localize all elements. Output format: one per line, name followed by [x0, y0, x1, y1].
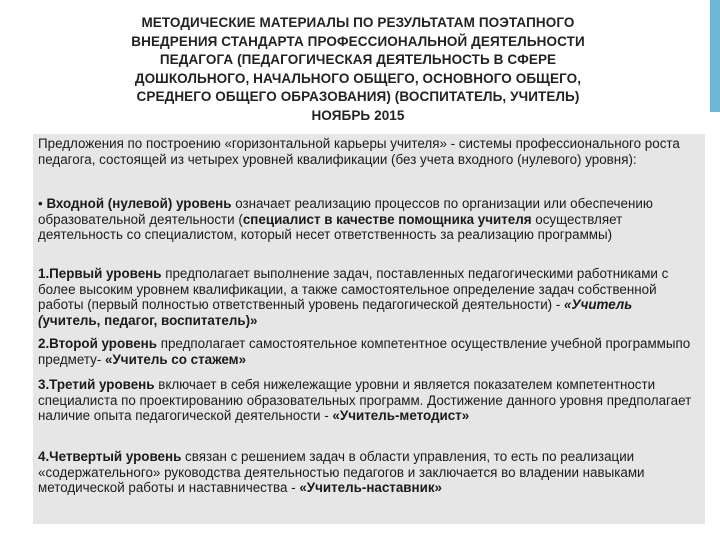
bullet: •: [38, 196, 43, 211]
level-role: «Учитель-методист»: [332, 408, 470, 423]
title-line: НОЯБРЬ 2015: [311, 107, 405, 123]
level-text: осуществляет деятельность со специалистом, который несет ответственность за реализацию программы): [38, 211, 623, 242]
level-text: предполагает выполнение задач, поставленных педагогическими работниками с более высоким уровнем квалификации, а также самостоятельное определение задач собственной работы (первый полностью ответственный уровень педагогической деятельности) -: [38, 266, 669, 312]
level-role: специалист в качестве помощника учителя: [242, 211, 532, 227]
title-line: МЕТОДИЧЕСКИЕ МАТЕРИАЛЫ ПО РЕЗУЛЬТАТАМ ПОЭТАПНОГО: [141, 15, 575, 30]
level-zero: [33, 196, 698, 243]
level-name: 1.Первый уровень: [38, 266, 162, 281]
level-fourth: [33, 449, 698, 496]
level-text: предполагает самостоятельное компетентное осуществление учебной программыпо предмету-: [38, 336, 691, 367]
title-line: СРЕДНЕГО ОБЩЕГО ОБРАЗОВАНИЯ) (ВОСПИТАТЕЛЬ, УЧИТЕЛЬ): [136, 89, 580, 104]
level-name: Входной (нулевой) уровень: [46, 196, 232, 211]
level-text: означает реализацию процессов по организации или обеспечению образовательной деятельности (: [38, 196, 653, 227]
accent-bar: [710, 0, 720, 112]
title-line: ПЕДАГОГА (ПЕДАГОГИЧЕСКАЯ ДЕЯТЕЛЬНОСТЬ В СФЕРЕ: [159, 52, 557, 67]
level-name: 2.Второй уровень: [38, 336, 157, 351]
level-third: [33, 377, 698, 424]
title-line: ДОШКОЛЬНОГО, НАЧАЛЬНОГО ОБЩЕГО, ОСНОВНОГО ОБЩЕГО,: [134, 70, 582, 86]
level-role: «Учитель (учитель, педагог, воспитатель)»: [38, 297, 633, 328]
intro-paragraph: Предложения по построению «горизонтальной карьеры учителя» - системы профессионального роста педагога, состоящей из четырех уровней квалификации (без учета входного (нулевого) уровня):: [38, 136, 680, 167]
level-text: связан с решением задач в области управления, то есть по реализации «содержательного» руководства деятельностью педагогов и заключается во владении навыками методической работы и наставничества -: [38, 449, 645, 495]
title-line: ВНЕДРЕНИЯ СТАНДАРТА ПРОФЕССИОНАЛЬНОЙ ДЕЯТЕЛЬНОСТИ: [131, 33, 585, 49]
level-name: 4.Четвертый уровень: [38, 449, 182, 464]
level-second: [33, 336, 698, 367]
level-role: «Учитель-наставник»: [299, 480, 443, 495]
level-first: [33, 266, 698, 328]
level-name: 3.Третий уровень: [38, 377, 155, 392]
page-title: [58, 14, 658, 125]
level-text: включает в себя нижележащие уровни и является показателем компетентности специалиста по проектированию образовательных программ. Достижение данного уровня предполагает наличие опыта педагогической деятельности -: [38, 377, 692, 423]
level-role: «Учитель со стажем»: [105, 351, 247, 367]
